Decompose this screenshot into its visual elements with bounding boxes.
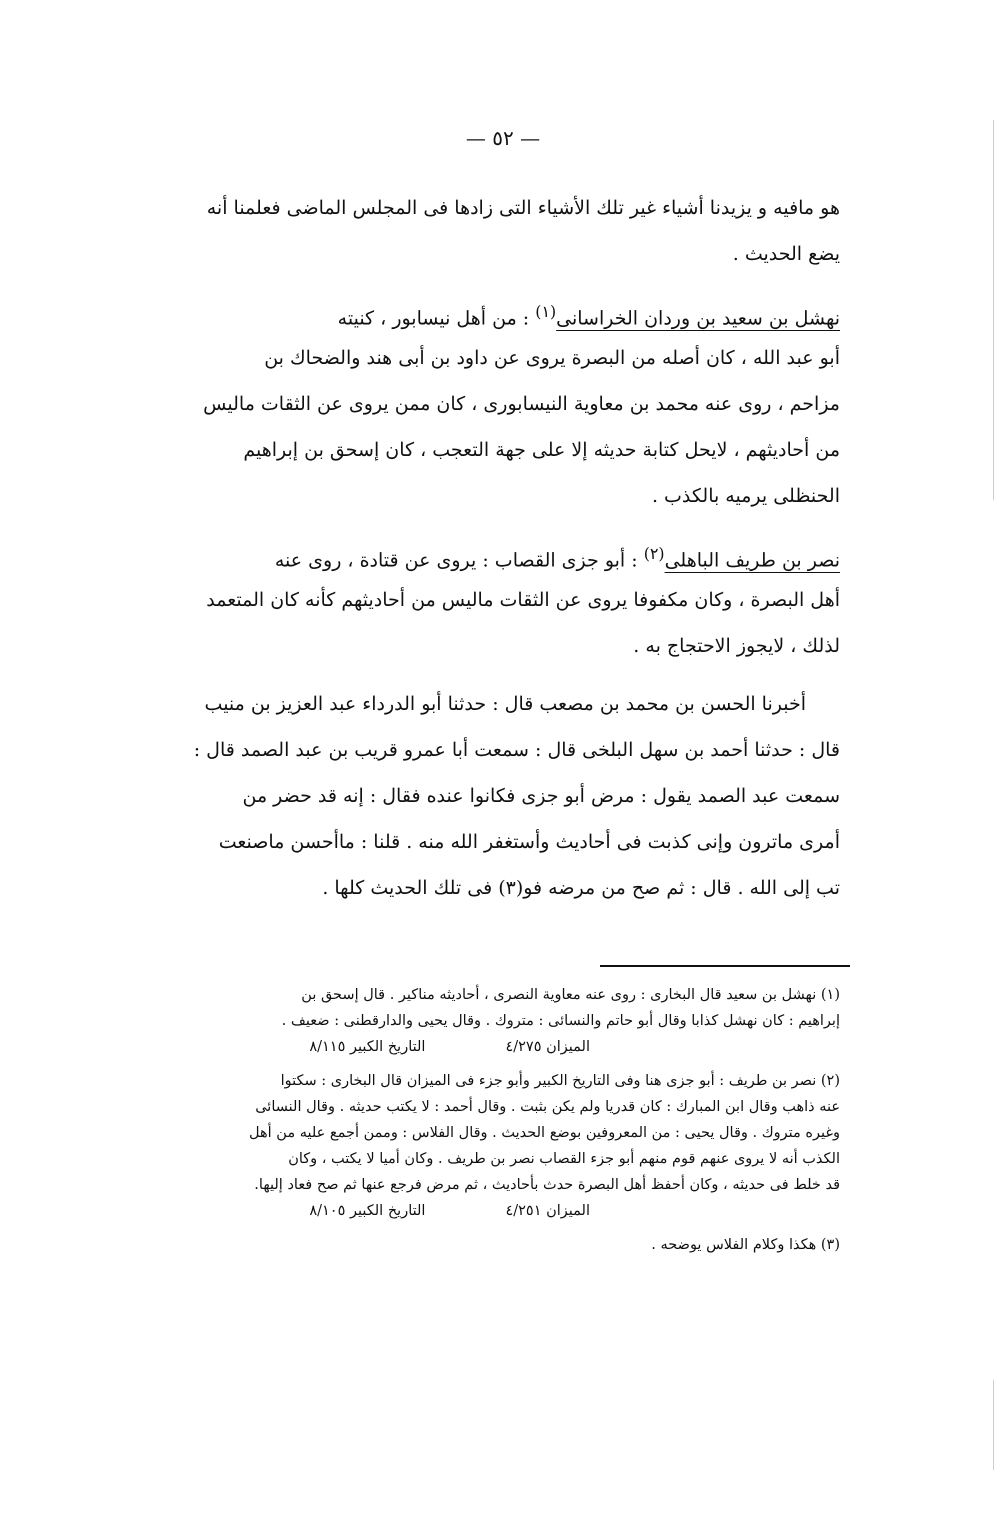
reference-mizan: الميزان ٤/٢٥١ <box>505 1203 590 1219</box>
scan-edge-mark <box>993 1380 994 1470</box>
text-line: يضع الحديث . <box>732 243 840 265</box>
text-line: تب إلى الله . قال : ثم صح من مرضه فو(٣) فى تلك الحديث كلها . <box>322 877 840 899</box>
text-line: من أحاديثهم ، لايحل كتابة حديثه إلا على جهة التعجب ، كان إسحق بن إبراهيم <box>243 439 840 461</box>
text-line: أمرى ماترون وإنى كذبت فى أحاديث وأستغفر الله منه . قلنا : ماأحسن ماصنعت <box>218 831 840 853</box>
footnote-line: (٣) هكذا وكلام الفلاس يوضحه . <box>651 1237 840 1253</box>
paragraph-nasr-entry <box>118 531 840 669</box>
reference-mizan: الميزان ٤/٢٧٥ <box>505 1039 590 1055</box>
paragraph-nahshal-entry <box>118 289 840 519</box>
text-line: سمعت عبد الصمد يقول : مرض أبو جزى فكانوا عنده فقال : إنه قد حضر من <box>242 785 840 807</box>
paragraph-1 <box>118 185 840 277</box>
footnote-line: إبراهيم : كان نهشل كذابا وقال أبو حاتم والنسائى : متروك . وقال يحيى والدارقطنى : ضعيف . <box>281 1013 840 1029</box>
scan-edge-mark <box>993 120 994 500</box>
footnote-1 <box>118 982 840 1060</box>
footnote-2 <box>118 1068 840 1224</box>
footnote-line: وغيره متروك . وقال يحيى : من المعروفين بوضع الحديث . وقال الفلاس : وممن أجمع عليه من أهل <box>249 1125 840 1141</box>
footnote-line: الكذب أنه لا يروى عنهم قوم منهم أبو جزء القصاب نصر بن طريف . وكان أميا لا يكتب ، وكان <box>288 1151 840 1167</box>
entry-heading: نهشل بن سعيد بن وردان الخراسانى <box>556 307 840 330</box>
page-number: — ٥٢ — <box>465 126 541 150</box>
paragraph-narration <box>118 681 840 911</box>
text-line: لذلك ، لايجوز الاحتجاج به . <box>633 635 840 657</box>
footnote-line: عنه ذاهب وقال ابن المبارك : كان قدريا ولم يكن بثبت . وقال أحمد : لا يكتب حديثه . وقال النسائى <box>255 1099 840 1115</box>
reference-tarikh: التاريخ الكبير ٨/١٠٥ <box>309 1203 426 1219</box>
text-fragment: : أبو جزى القصاب : يروى عن قتادة ، روى عنه <box>274 549 638 572</box>
text-line: قال : حدثنا أحمد بن سهل البلخى قال : سمعت أبا عمرو قريب بن عبد الصمد قال : <box>193 739 840 761</box>
footnote-references <box>118 1198 840 1224</box>
footnote-marker: (١) <box>535 302 557 321</box>
footnote-line: (٢) نصر بن طريف : أبو جزى هنا وفى التاريخ الكبير وأبو جزء فى الميزان قال البخارى : سكتوا <box>280 1073 840 1089</box>
reference-tarikh: التاريخ الكبير ٨/١١٥ <box>309 1039 426 1055</box>
entry-heading: نصر بن طريف الباهلى <box>664 549 840 572</box>
footnote-marker: (٢) <box>643 544 665 563</box>
main-text <box>118 185 840 911</box>
text-line: أبو عبد الله ، كان أصله من البصرة يروى عن داود بن أبى هند والضحاك بن <box>264 347 840 369</box>
text-line: أهل البصرة ، وكان مكفوفا يروى عن الثقات ماليس من أحاديثهم كأنه كان المتعمد <box>206 589 840 611</box>
text-fragment: : من أهل نيسابور ، كنيته <box>337 307 530 330</box>
text-line: الحنظلى يرميه بالكذب . <box>651 485 840 507</box>
footnote-3 <box>118 1232 840 1258</box>
entry-first-line <box>118 531 840 577</box>
footnotes <box>118 982 840 1258</box>
footnote-references <box>118 1034 840 1060</box>
text-line: هو مافيه و يزيدنا أشياء غير تلك الأشياء التى زادها فى المجلس الماضى فعلمنا أنه <box>206 197 840 219</box>
footnote-line: (١) نهشل بن سعيد قال البخارى : روى عنه معاوية النصرى ، أحاديثه مناكير . قال إسحق بن <box>301 987 840 1003</box>
footnote-separator <box>600 965 850 967</box>
text-line: مزاحم ، روى عنه محمد بن معاوية النيسابورى ، كان ممن يروى عن الثقات ماليس <box>203 393 840 415</box>
entry-first-line <box>118 289 840 335</box>
footnote-line: قد خلط فى حديثه ، وكان أحفظ أهل البصرة حدث بأحاديث ، ثم مرض فرجع عنها ثم صح فعاد إليها. <box>254 1177 840 1193</box>
text-line: أخبرنا الحسن بن محمد بن مصعب قال : حدثنا أبو الدرداء عبد العزيز بن منيب <box>204 693 806 715</box>
